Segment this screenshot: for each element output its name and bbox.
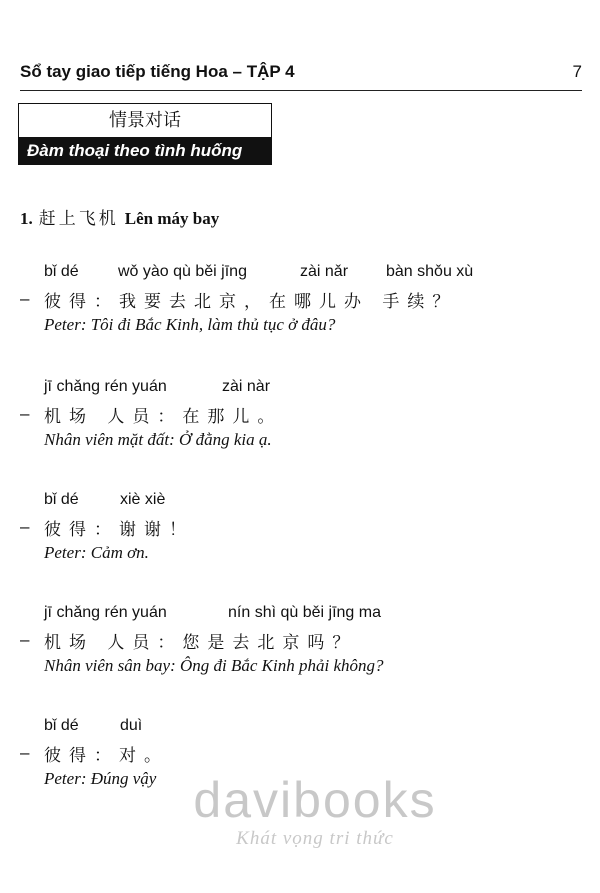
- lesson-title: [20, 204, 219, 229]
- pinyin-segment: xiè xiè: [120, 491, 166, 508]
- dialogue-dash: –: [20, 630, 30, 649]
- chinese-row: [20, 287, 580, 315]
- lesson-number: 1.: [20, 209, 33, 228]
- pinyin-segment: zài nǎr: [300, 263, 349, 280]
- chinese-row: [20, 628, 580, 656]
- chinese-sentence: 彼得：对。: [44, 746, 169, 766]
- dialogue-line: [20, 491, 580, 567]
- watermark-brand: davibooks: [193, 772, 437, 828]
- pinyin-segment: bǐ dé: [44, 263, 79, 280]
- pinyin-row: [20, 604, 580, 628]
- pinyin-row: [20, 491, 580, 515]
- running-head: [20, 62, 582, 91]
- translation: Peter: Cảm ơn.: [44, 543, 149, 562]
- pinyin-segment: bǐ dé: [44, 717, 79, 734]
- dialogue-line: [20, 263, 580, 339]
- chinese-sentence: 机场 人员：在那儿。: [44, 407, 283, 427]
- pinyin-segment: nín shì qù běi jīng ma: [228, 604, 381, 621]
- lesson-title-vietnamese: Lên máy bay: [124, 209, 220, 228]
- chinese-sentence: 彼得：我要去北京，在哪儿办 手续？: [44, 292, 458, 312]
- chinese-row: [20, 402, 580, 430]
- watermark-slogan: Khát vọng tri thức: [236, 828, 394, 849]
- translation: Nhân viên sân bay: Ông đi Bắc Kinh phải không?: [44, 656, 384, 675]
- pinyin-segment: bǐ dé: [44, 491, 79, 508]
- watermark: [165, 772, 465, 850]
- book-title: Sổ tay giao tiếp tiếng Hoa – TẬP 4: [20, 62, 295, 81]
- pinyin-segment: zài nàr: [222, 378, 271, 395]
- pinyin-segment: bàn shǒu xù: [386, 263, 474, 280]
- chinese-row: [20, 515, 580, 543]
- chinese-sentence: 彼得：谢谢！: [44, 520, 194, 540]
- dialogue-line: [20, 378, 580, 454]
- pinyin-row: [20, 378, 580, 402]
- section-title-chinese: 情景对话: [109, 110, 181, 131]
- translation: Peter: Đúng vậy: [44, 769, 157, 788]
- chinese-row: [20, 741, 580, 769]
- dialogue-line: [20, 604, 580, 680]
- pinyin-segment: duì: [120, 717, 143, 734]
- dialogue-dash: –: [20, 289, 30, 308]
- pinyin-segment: jī chǎng rén yuán: [44, 604, 167, 621]
- chinese-sentence: 机场 人员：您是去北京吗？: [44, 633, 358, 653]
- dialogue-dash: –: [20, 404, 30, 423]
- dialogue-dash: –: [20, 743, 30, 762]
- page-number: 7: [572, 62, 582, 81]
- translation: Nhân viên mặt đất: Ở đằng kia ạ.: [44, 430, 272, 449]
- pinyin-segment: wǒ yào qù běi jīng: [118, 263, 247, 280]
- pinyin-row: [20, 717, 580, 741]
- dialogue-dash: –: [20, 517, 30, 536]
- translation: Peter: Tôi đi Bắc Kinh, làm thủ tục ở đâu?: [44, 315, 336, 334]
- pinyin-segment: jī chǎng rén yuán: [44, 378, 167, 395]
- lesson-title-chinese: 赶上飞机: [38, 209, 119, 229]
- section-title-vietnamese: Đàm thoại theo tình huống: [19, 137, 271, 164]
- pinyin-row: [20, 263, 580, 287]
- section-heading-box: [18, 103, 272, 165]
